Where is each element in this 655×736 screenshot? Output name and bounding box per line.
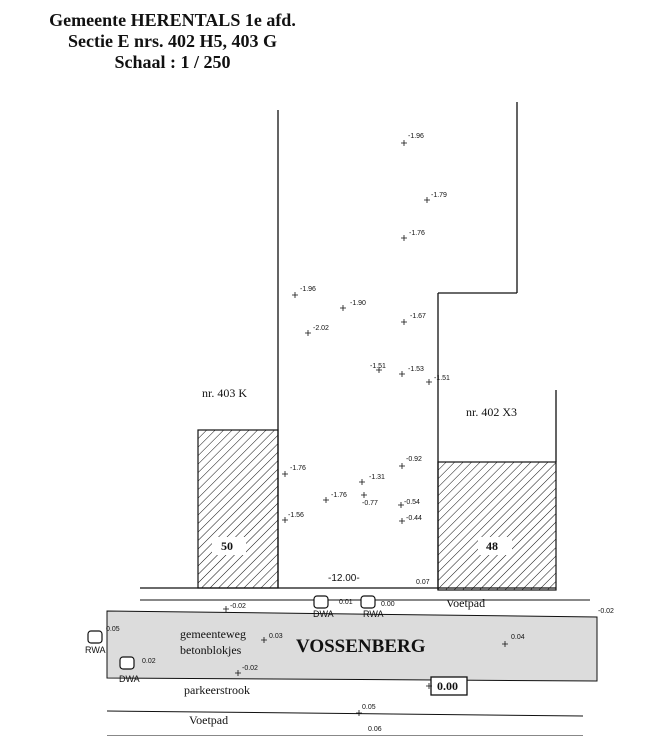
- svg-text:-0.02: -0.02: [598, 608, 614, 615]
- municipality-title: Gemeente HERENTALS 1e afd.: [49, 10, 296, 30]
- frontage-width: -12.00-: [328, 573, 360, 584]
- svg-text:-1.51: -1.51: [434, 375, 450, 382]
- svg-text:0.02: 0.02: [142, 658, 156, 665]
- corner-level: 0.07: [416, 579, 430, 586]
- parking-label: parkeerstrook: [184, 683, 250, 697]
- right-neighbor-building: [438, 462, 556, 590]
- spot-height-p01: [401, 133, 424, 146]
- svg-text:-1.51: -1.51: [370, 363, 386, 370]
- svg-text:0.00: 0.00: [381, 601, 395, 608]
- spot-height-p02: [424, 192, 447, 203]
- svg-text:-1.76: -1.76: [331, 492, 347, 499]
- svg-text:0.01: 0.01: [339, 599, 353, 606]
- spot-height-p16: [398, 499, 420, 508]
- svg-text:-0.54: -0.54: [404, 499, 420, 506]
- spot-height-p03: [401, 230, 425, 241]
- left-neighbor-label: nr. 403 K: [202, 386, 247, 400]
- svg-text:-1.67: -1.67: [410, 313, 426, 320]
- spot-height-p13: [359, 474, 385, 485]
- spot-height-p18: [399, 515, 422, 524]
- svg-text:-0.44: -0.44: [406, 515, 422, 522]
- svg-text:0.06: 0.06: [368, 726, 382, 733]
- svg-text:-1.90: -1.90: [350, 300, 366, 307]
- street-spot-s01: [223, 603, 246, 612]
- street-spot-s07: [368, 726, 382, 733]
- svg-text:DWA: DWA: [313, 609, 334, 619]
- svg-text:0.03: 0.03: [269, 633, 283, 640]
- sidewalk-edge-bottom-1: [107, 711, 583, 716]
- svg-text:-1.79: -1.79: [431, 192, 447, 199]
- left-neighbor-building: [198, 430, 278, 588]
- svg-text:-2.02: -2.02: [313, 325, 329, 332]
- svg-text:-1.76: -1.76: [290, 465, 306, 472]
- spot-height-p12: [282, 465, 306, 477]
- svg-text:-1.96: -1.96: [300, 286, 316, 293]
- street-spot-s02: [598, 608, 614, 615]
- svg-text:-1.96: -1.96: [408, 133, 424, 140]
- svg-text:0.04: 0.04: [511, 634, 525, 641]
- svg-text:-1.53: -1.53: [408, 366, 424, 373]
- scale-title: Schaal : 1 / 250: [114, 52, 231, 72]
- svg-text:DWA: DWA: [119, 674, 140, 684]
- spot-height-p05: [340, 300, 366, 311]
- sidewalk-bottom-label: Voetpad: [189, 713, 229, 727]
- spot-height-p09: [399, 366, 424, 377]
- spot-height-p11: [399, 456, 422, 469]
- section-title: Sectie E nrs. 402 H5, 403 G: [68, 31, 277, 51]
- left-building-number: 50: [221, 539, 233, 553]
- spot-height-p06: [305, 325, 329, 336]
- svg-text:0.05: 0.05: [106, 626, 120, 633]
- svg-text:-1.31: -1.31: [369, 474, 385, 481]
- svg-text:-0.02: -0.02: [230, 603, 246, 610]
- spot-height-p08: [370, 363, 386, 373]
- svg-text:RWA: RWA: [85, 645, 106, 655]
- svg-text:0.05: 0.05: [362, 704, 376, 711]
- spot-heights: [282, 133, 450, 524]
- reference-level: [426, 677, 467, 695]
- svg-text:-0.92: -0.92: [406, 456, 422, 463]
- spot-height-p17: [282, 512, 304, 523]
- lane-label-2: betonblokjes: [180, 643, 242, 657]
- svg-text:-1.76: -1.76: [409, 230, 425, 237]
- right-building-number: 48: [486, 539, 498, 553]
- spot-height-p15: [361, 492, 378, 507]
- spot-height-p14: [323, 492, 347, 503]
- svg-text:RWA: RWA: [363, 609, 384, 619]
- svg-text:-0.77: -0.77: [362, 500, 378, 507]
- spot-height-p07: [401, 313, 426, 325]
- sidewalk-top-label: Voetpad: [446, 596, 486, 610]
- svg-text:-0.02: -0.02: [242, 665, 258, 672]
- street-name: VOSSENBERG: [296, 636, 426, 657]
- right-neighbor-label: nr. 402 X3: [466, 405, 517, 419]
- svg-text:-1.56: -1.56: [288, 512, 304, 519]
- svg-text:0.00: 0.00: [437, 679, 458, 693]
- spot-height-p04: [292, 286, 316, 298]
- lane-label-1: gemeenteweg: [180, 627, 246, 641]
